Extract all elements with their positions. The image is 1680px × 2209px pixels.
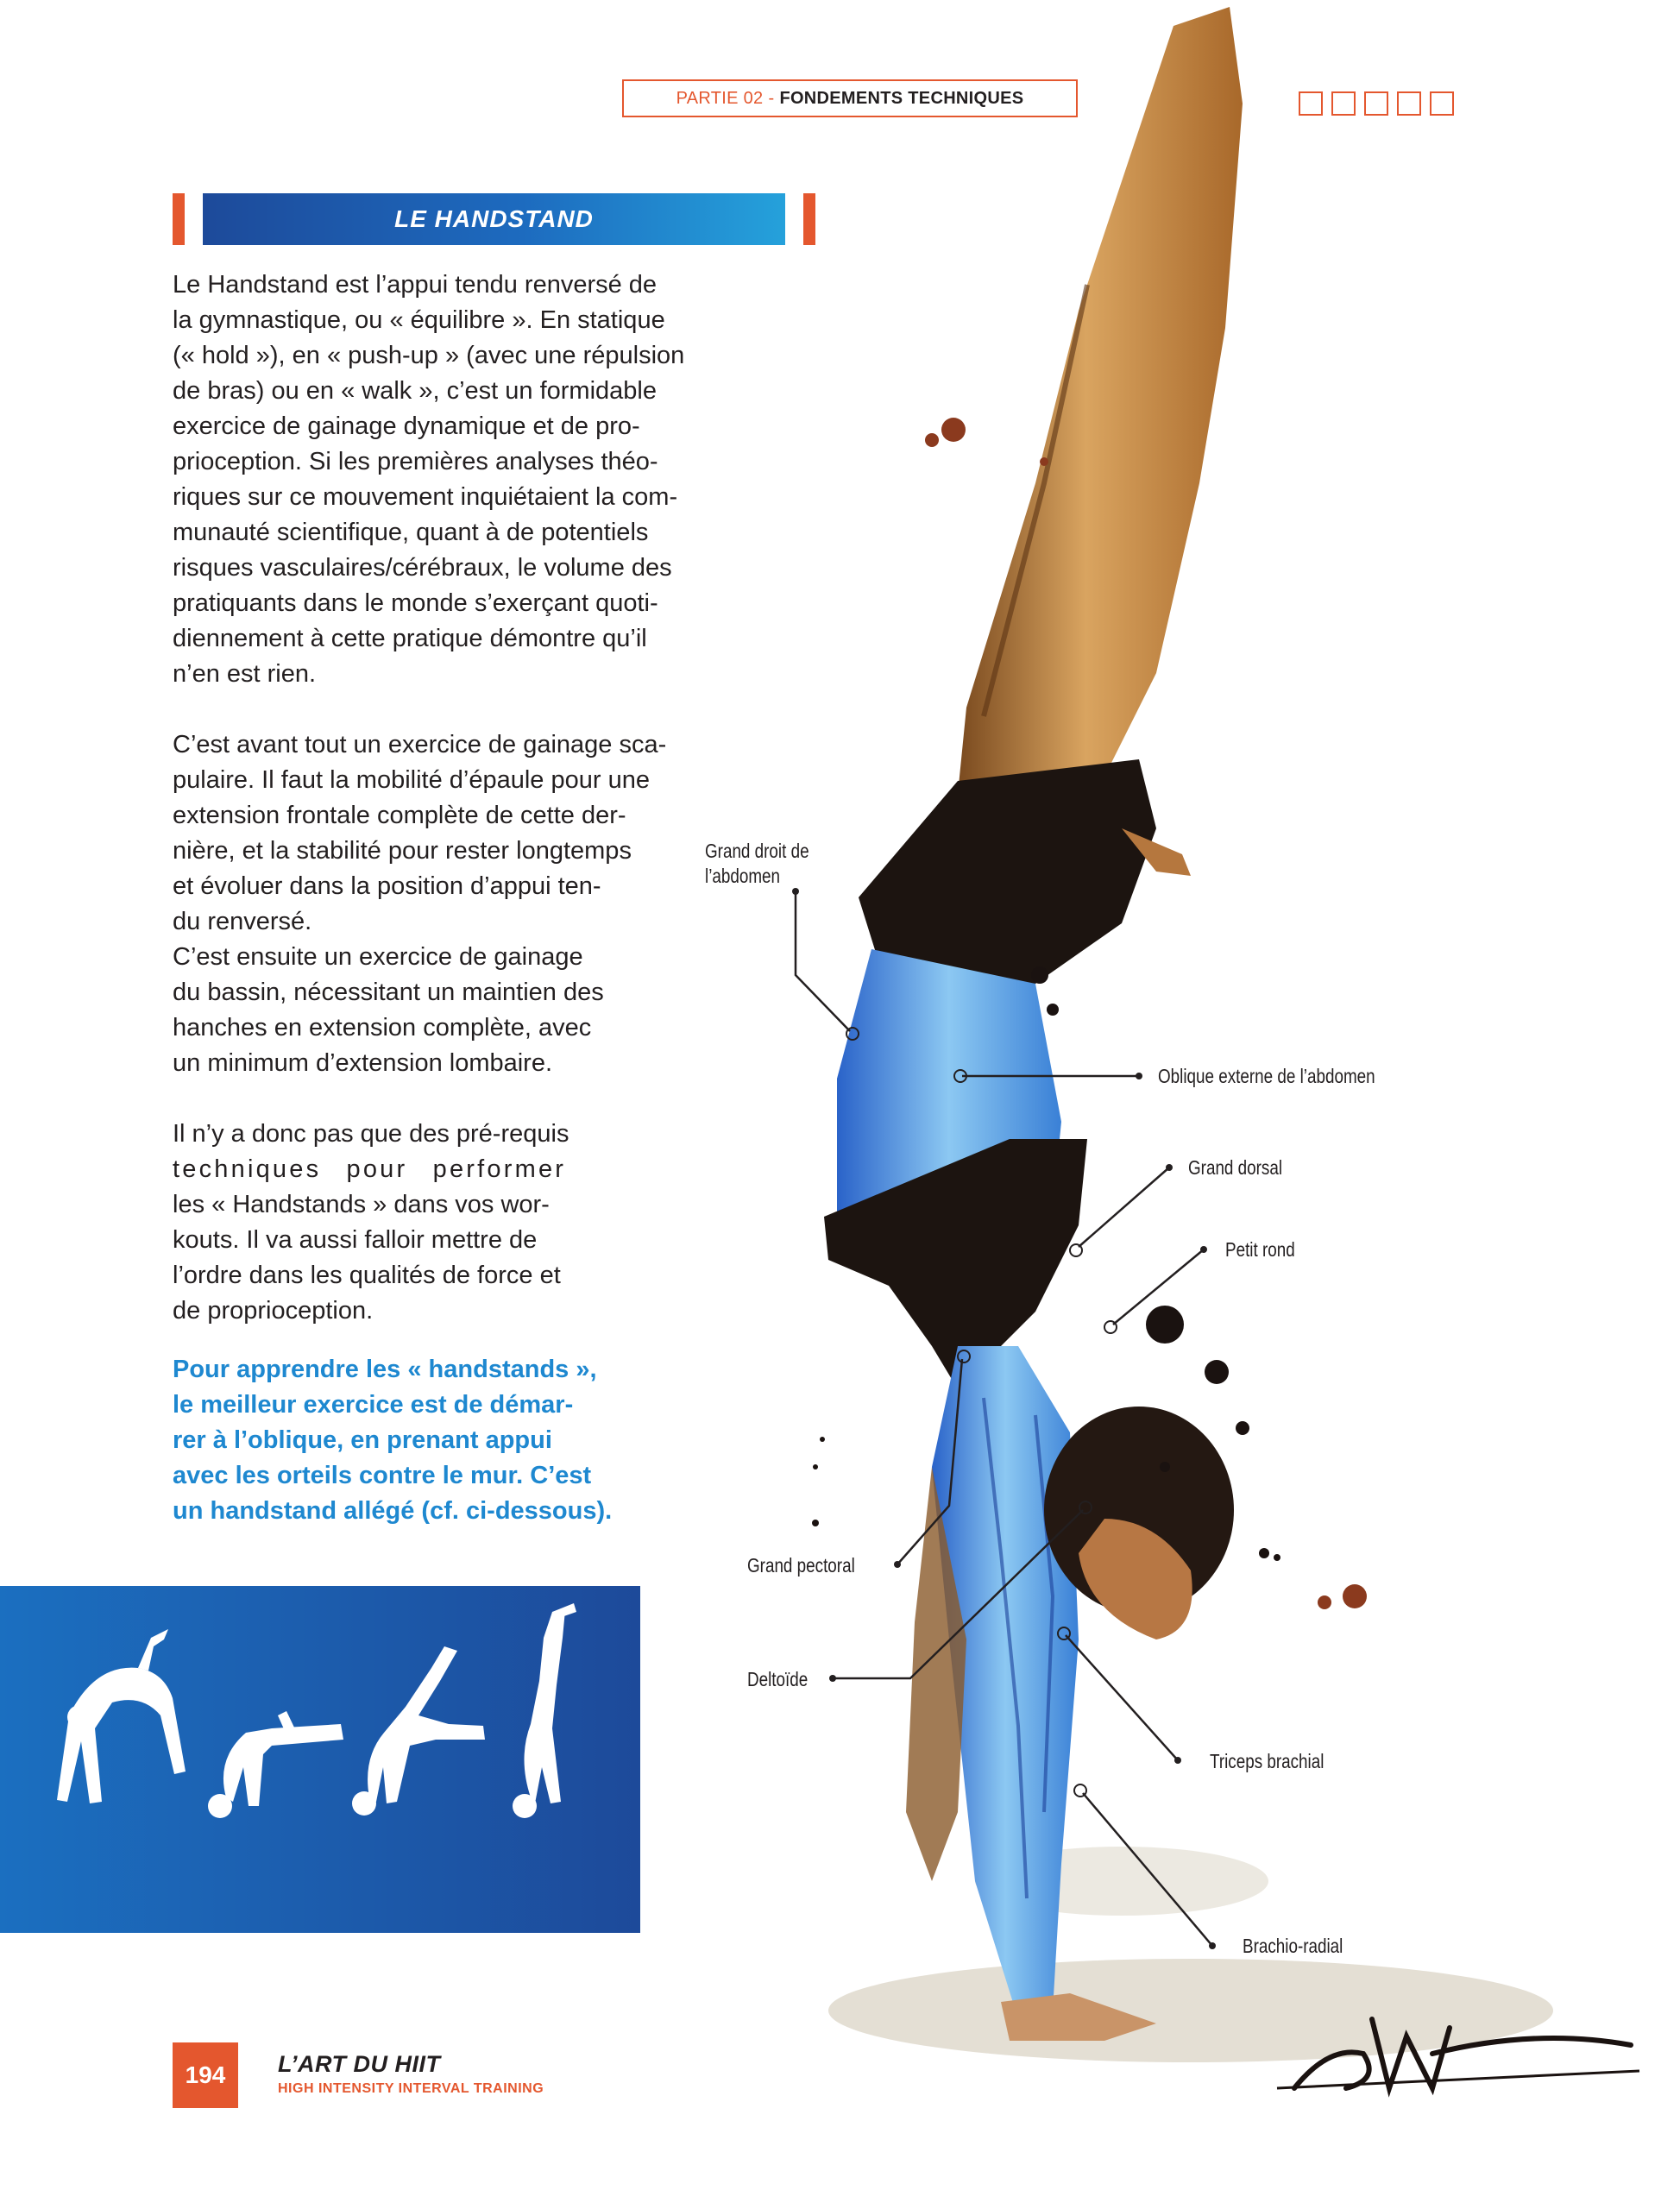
text-line: du bassin, nécessitant un maintien des (173, 979, 604, 1006)
text-line: riques sur ce mouvement inquiétaient la com- (173, 483, 678, 511)
label-teres-minor: Petit rond (1225, 1238, 1295, 1261)
label-pectoralis-major: Grand pectoral (747, 1554, 855, 1577)
text-line: Il n’y a donc pas que des pré-requis (173, 1120, 569, 1148)
text-line: pratiquants dans le monde s’exerçant quoti- (173, 589, 658, 617)
text-line: nière, et la stabilité pour rester longtemps (173, 837, 632, 865)
callout-line: rer à l’oblique, en prenant appui (173, 1426, 552, 1454)
text-line: Le Handstand est l’appui tendu renversé de (173, 271, 658, 299)
callout-line: avec les orteils contre le mur. C’est (173, 1462, 592, 1489)
section-title: LE HANDSTAND (203, 193, 785, 245)
label-latissimus-dorsi: Grand dorsal (1188, 1156, 1283, 1179)
text-line: du renversé. (173, 908, 312, 935)
callout-line: Pour apprendre les « handstands », (173, 1356, 597, 1383)
title-accent-left (173, 193, 185, 245)
chapter-section: FONDEMENTS TECHNIQUES (779, 88, 1024, 108)
text-line: kouts. Il va aussi falloir mettre de (173, 1226, 538, 1254)
text-line: diennement à cette pratique démontre qu’il (173, 625, 647, 652)
text-line: C’est ensuite un exercice de gainage (173, 943, 583, 971)
text-line: (« hold »), en « push-up » (avec une répulsion (173, 342, 685, 369)
book-title: L’ART DU HIIT (278, 2051, 441, 2077)
paragraph (173, 267, 742, 692)
paragraph (173, 727, 742, 940)
progression-panel (0, 1586, 640, 1933)
shorts (859, 759, 1156, 984)
text-line: prioception. Si les premières analyses théo- (173, 448, 658, 475)
label-line: l’abdomen (705, 865, 781, 887)
text-line: techniques pour performer (173, 1155, 567, 1183)
callout-line: le meilleur exercice est de démar- (173, 1391, 574, 1419)
book-subtitle: HIGH INTENSITY INTERVAL TRAINING (278, 2081, 544, 2096)
text-line: munauté scientifique, quant à de potentiels (173, 519, 649, 546)
callout-line: un handstand allégé (cf. ci-dessous). (173, 1497, 613, 1525)
label-line: Grand droit de (705, 840, 809, 862)
page-number: 194 (173, 2042, 238, 2108)
legs (958, 7, 1243, 794)
paragraph (173, 940, 742, 1081)
label-rectus-abdominis (705, 839, 809, 889)
text-line: C’est avant tout un exercice de gainage sca- (173, 731, 667, 758)
text-line: exercice de gainage dynamique et de pro- (173, 412, 640, 440)
handstand-illustration (673, 0, 1680, 2209)
text-line: extension frontale complète de cette der- (173, 802, 626, 829)
label-triceps-brachii: Triceps brachial (1210, 1750, 1324, 1772)
label-brachioradialis: Brachio-radial (1243, 1935, 1343, 1957)
text-line: la gymnastique, ou « équilibre ». En statique (173, 306, 665, 334)
text-line: de proprioception. (173, 1297, 374, 1325)
text-line: hanches en extension complète, avec (173, 1014, 592, 1042)
chapter-part: PARTIE 02 (676, 88, 764, 108)
text-line: n’en est rien. (173, 660, 317, 688)
label-deltoid: Deltoïde (747, 1668, 809, 1690)
label-external-oblique: Oblique externe de l’abdomen (1158, 1065, 1375, 1087)
text-line: de bras) ou en « walk », c’est un formidable (173, 377, 657, 405)
callout-text (173, 1352, 656, 1529)
text-line: risques vasculaires/cérébraux, le volume des (173, 554, 672, 582)
chapter-separator: - (768, 88, 775, 108)
text-line: pulaire. Il faut la mobilité d’épaule pour une (173, 766, 650, 794)
text-line: l’ordre dans les qualités de force et (173, 1262, 561, 1289)
paragraph (173, 1117, 742, 1329)
text-line: les « Handstands » dans vos wor- (173, 1191, 550, 1218)
text-line: et évoluer dans la position d’appui ten- (173, 872, 601, 900)
text-line: un minimum d’extension lombaire. (173, 1049, 553, 1077)
body-text (173, 267, 742, 1329)
